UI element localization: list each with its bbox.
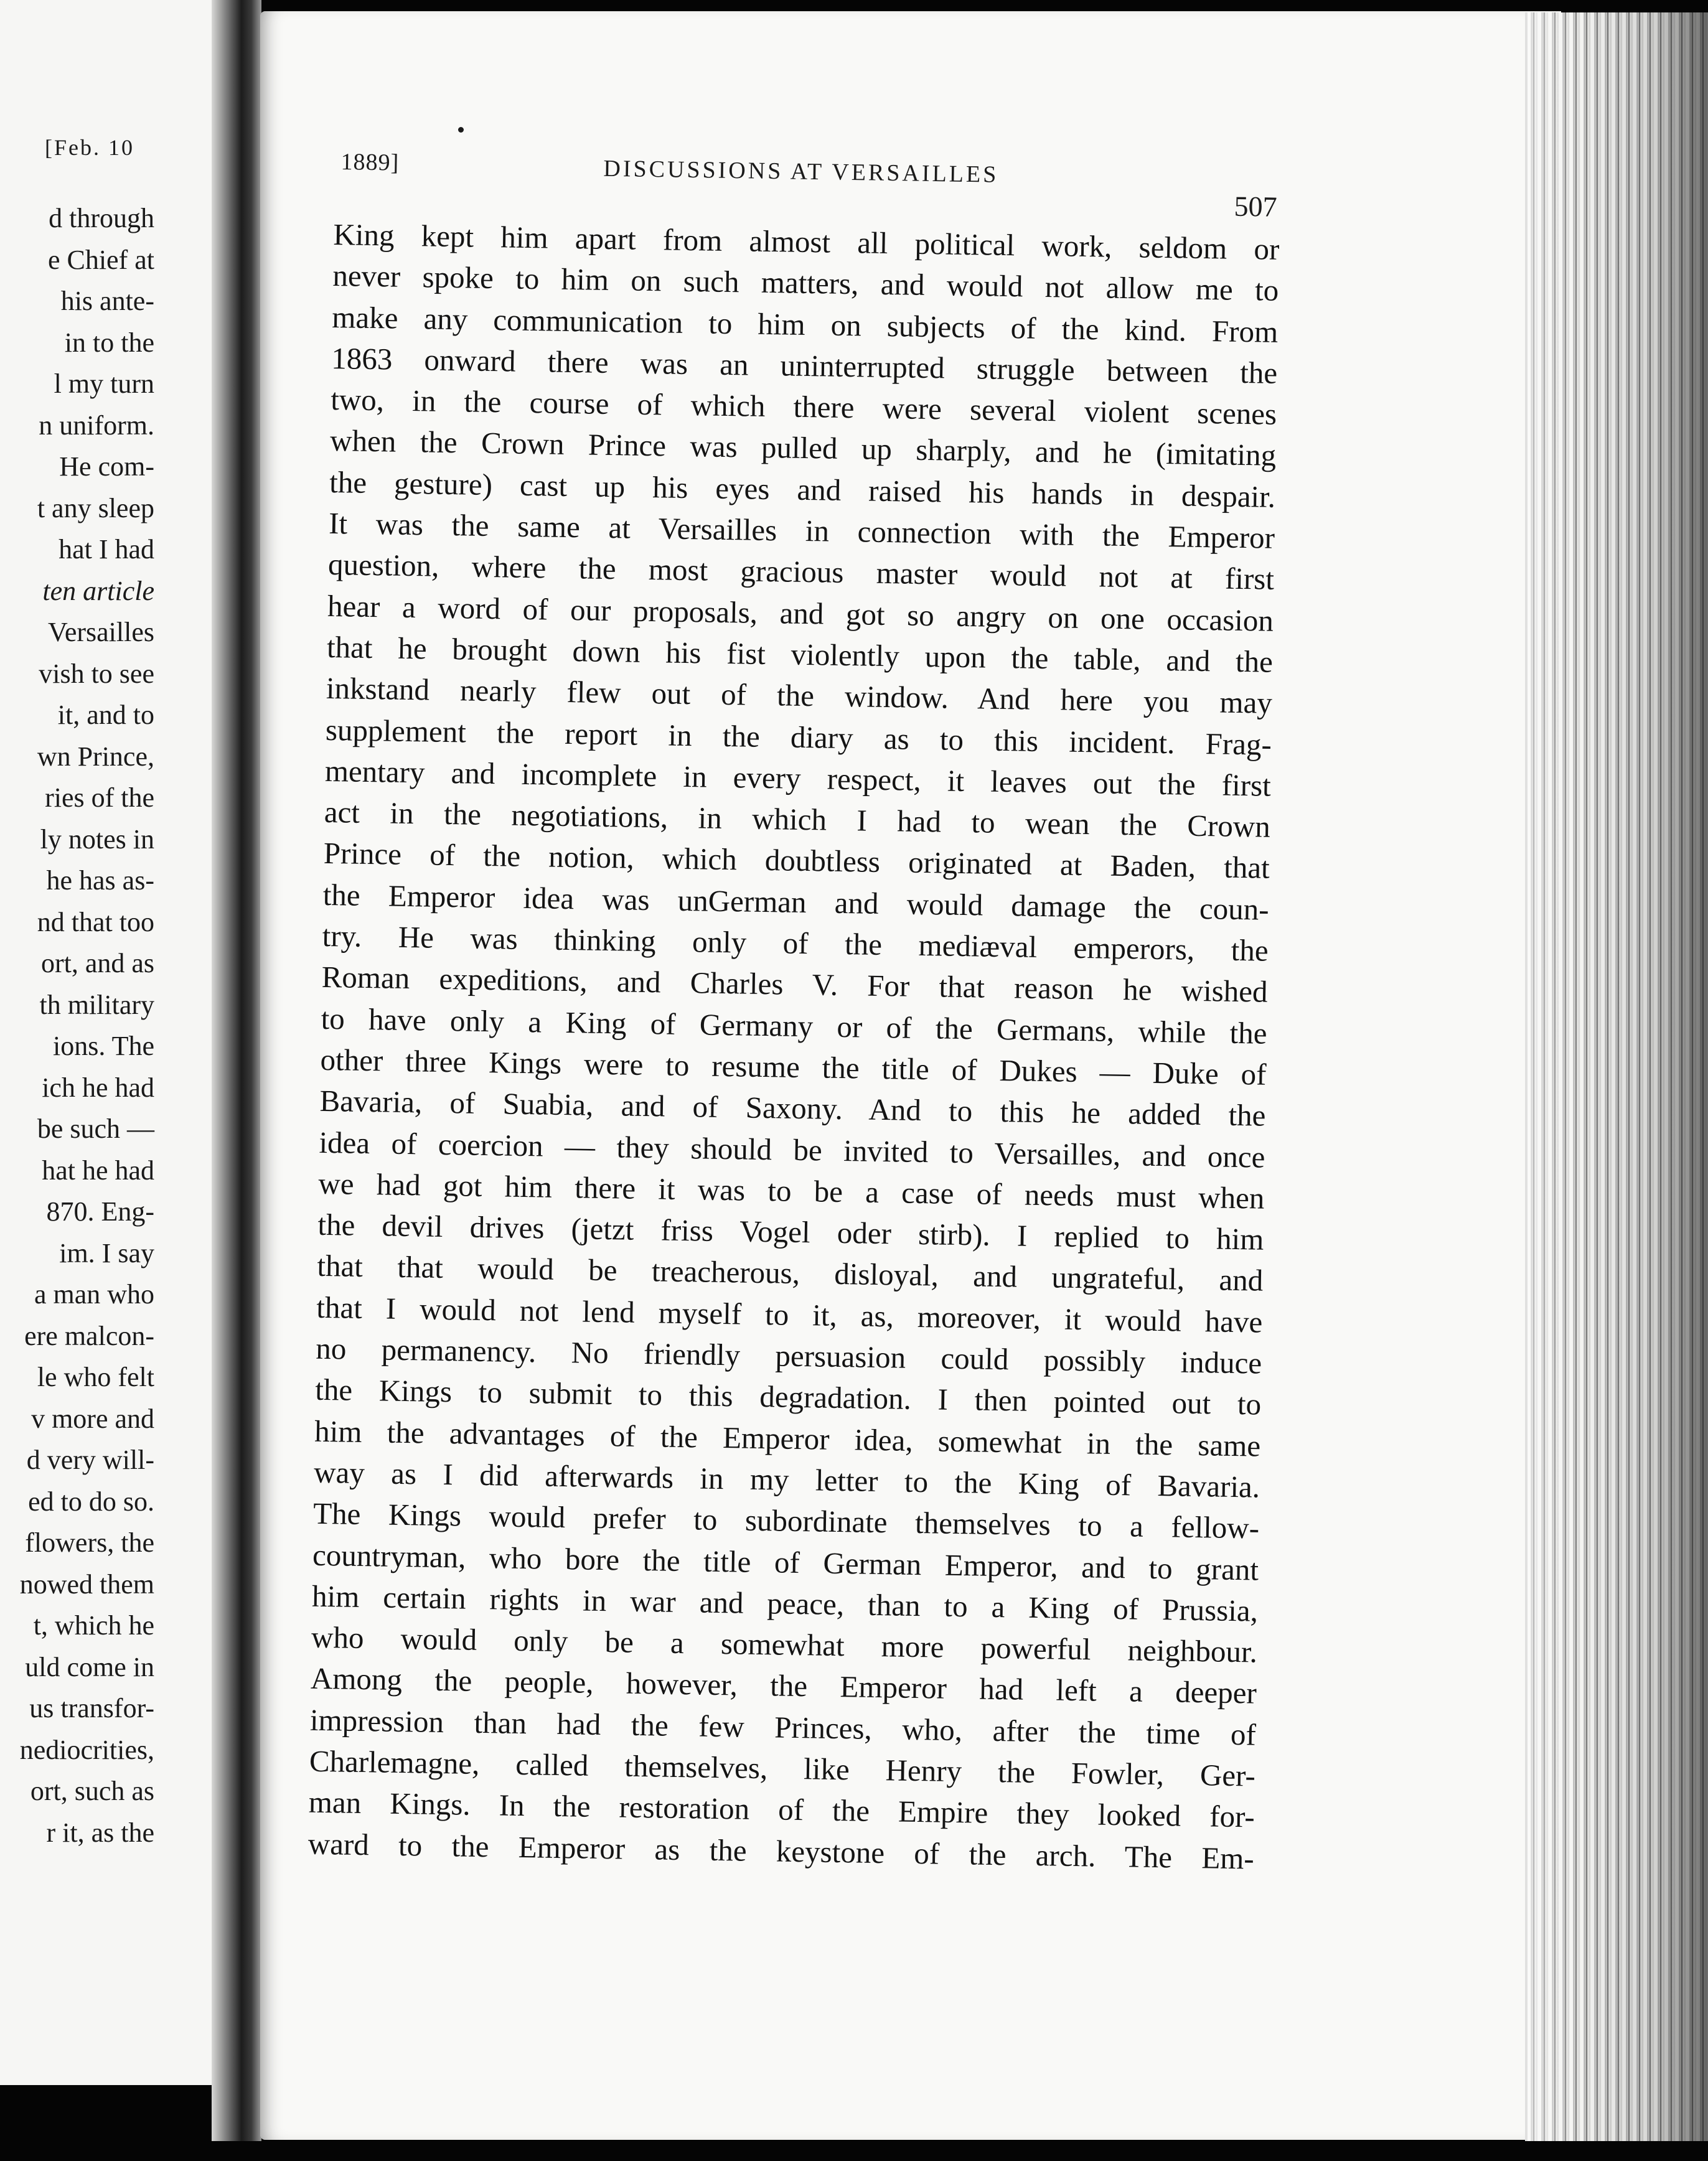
text-line: ries of the — [45, 782, 154, 813]
body-text — [307, 214, 1279, 1879]
text-line: two, in the course of which there were several violent scenes — [330, 382, 1277, 432]
text-line: other three Kings were to resume the title of Dukes — Duke of — [320, 1042, 1267, 1092]
text-line: wn Prince, — [37, 741, 154, 772]
text-line: make any communication to him on subjects of the kind. From — [331, 299, 1279, 349]
text-line: we had got him there it was to be a case of needs must when — [318, 1166, 1265, 1216]
ink-speck — [458, 127, 464, 133]
text-line: ere malcon- — [24, 1320, 154, 1351]
book-gutter — [212, 0, 261, 2141]
text-line: The Kings would prefer to subordinate themselves to a fellow- — [312, 1496, 1260, 1545]
text-line: r it, as the — [46, 1817, 154, 1848]
text-line: never spoke to him on such matters, and would not allow me to — [332, 258, 1279, 308]
text-line: Among the people, however, the Emperor had left a deeper — [310, 1661, 1257, 1710]
text-line: nd that too — [37, 906, 154, 937]
text-line: question, where the most gracious master would not at first — [327, 547, 1275, 597]
text-line: hear a word of our proposals, and got so angry on one occasion — [327, 588, 1274, 638]
text-line: idea of coercion — they should be invited to Versailles, and once — [319, 1125, 1265, 1174]
left-page-header: [Feb. 10 — [45, 135, 134, 160]
text-line: it, and to — [57, 700, 154, 730]
text-line: hat I had — [59, 534, 154, 565]
text-line: impression than had the few Princes, who, after the time of — [309, 1702, 1257, 1752]
text-line: the devil drives (jetzt friss Vogel oder stirb). I replied to him — [317, 1207, 1264, 1257]
text-line: t, which he — [33, 1610, 154, 1641]
text-line: ions. The — [53, 1031, 154, 1061]
text-line: nowed them — [19, 1568, 154, 1600]
text-line: us transfor- — [29, 1693, 154, 1723]
text-line: when the Crown Prince was pulled up sharply, and he (imitating — [329, 423, 1277, 473]
scan-background — [0, 2141, 1708, 2161]
text-line: flowers, the — [25, 1527, 154, 1558]
text-line: uld come in — [25, 1651, 154, 1682]
text-line: he has as- — [46, 865, 154, 896]
text-line: who would only be a somewhat more powerful neighbour. — [311, 1620, 1258, 1669]
text-line: way as I did afterwards in my letter to the King of Bavaria. — [313, 1455, 1260, 1504]
text-line: ward to the Emperor as the keystone of the arch. The Em- — [307, 1826, 1255, 1876]
text-line: d through — [49, 203, 154, 233]
text-line: King kept him apart from almost all political work, seldom or — [333, 217, 1280, 266]
text-line: mentary and incomplete in every respect, it leaves out the first — [324, 753, 1272, 803]
text-line: d very will- — [26, 1445, 154, 1475]
text-line: l my turn — [54, 368, 154, 399]
text-line: 870. Eng- — [46, 1196, 154, 1227]
text-line: im. I say — [59, 1237, 154, 1268]
text-line: ed to do so. — [28, 1486, 154, 1517]
text-line: 1863 onward there was an uninterrupted struggle between the — [331, 340, 1278, 390]
text-line: inkstand nearly flew out of the window. And here you may — [326, 671, 1273, 721]
text-line: ort, such as — [30, 1776, 154, 1806]
text-line: that I would not lend myself to it, as, moreover, it would have — [316, 1290, 1263, 1339]
left-page-text — [20, 198, 154, 1854]
text-line: th military — [39, 989, 154, 1020]
chapter-title: DISCUSSIONS AT VERSAILLES — [603, 155, 999, 188]
text-line: man Kings. In the restoration of the Empire they looked for- — [308, 1784, 1255, 1834]
text-line: Versailles — [47, 617, 154, 647]
text-line: v more and — [31, 1403, 154, 1434]
text-line: ly notes in — [40, 823, 154, 855]
text-line: be such — — [37, 1113, 154, 1144]
text-line: e Chief at — [47, 244, 154, 275]
text-line: vish to see — [39, 658, 154, 689]
text-line: ich he had — [42, 1072, 154, 1103]
text-line: to have only a King of Germany or of the Germans, while the — [321, 1001, 1267, 1051]
text-line: his ante- — [60, 286, 154, 316]
text-line: Roman expeditions, and Charles V. For that reason he wished — [321, 960, 1268, 1010]
text-line: that he brought down his fist violently upon the table, and the — [326, 629, 1274, 679]
text-line: the Kings to submit to this degradation. I then pointed out to — [314, 1372, 1262, 1422]
text-line: nediocrities, — [19, 1734, 154, 1765]
text-line: Charlemagne, called themselves, like Henry the Fowler, Ger- — [309, 1743, 1256, 1793]
page-number: 507 — [1234, 190, 1278, 223]
text-line: supplement the report in the diary as to this incident. Frag- — [325, 712, 1272, 762]
page-edge-shadow — [1525, 12, 1708, 2154]
text-line: ten article — [42, 575, 154, 606]
text-line: le who felt — [37, 1362, 154, 1392]
text-line: try. He was thinking only of the mediæval emperors, the — [322, 918, 1269, 968]
text-line: He com- — [59, 451, 154, 482]
text-line: the Emperor idea was unGerman and would damage the coun- — [322, 877, 1270, 927]
text-line: hat he had — [42, 1155, 154, 1186]
running-head-year: 1889] — [340, 149, 400, 176]
text-line: that that would be treacherous, disloyal, and ungrateful, and — [317, 1249, 1264, 1298]
text-line: Prince of the notion, which doubtless originated at Baden, that — [323, 836, 1270, 886]
text-line: act in the negotiations, in which I had to wean the Crown — [324, 795, 1271, 844]
text-line: countryman, who bore the title of German Emperor, and to grant — [312, 1537, 1259, 1587]
text-line: him certain rights in war and peace, than to a King of Prussia, — [311, 1578, 1259, 1628]
text-line: It was the same at Versailles in connection with the Emperor — [328, 506, 1275, 555]
text-line: Bavaria, of Suabia, and of Saxony. And to this he added the — [319, 1084, 1266, 1133]
text-line: no permanency. No friendly persuasion could possibly induce — [315, 1331, 1262, 1381]
text-line: him the advantages of the Emperor idea, somewhat in the same — [314, 1413, 1261, 1463]
left-facing-page — [0, 0, 224, 2085]
text-line: in to the — [64, 327, 154, 358]
text-line: the gesture) cast up his eyes and raised his hands in despair. — [329, 464, 1276, 514]
text-line: a man who — [34, 1279, 154, 1310]
text-line: n uniform. — [39, 410, 154, 441]
text-line: t any sleep — [37, 492, 154, 523]
text-line: ort, and as — [40, 948, 154, 978]
